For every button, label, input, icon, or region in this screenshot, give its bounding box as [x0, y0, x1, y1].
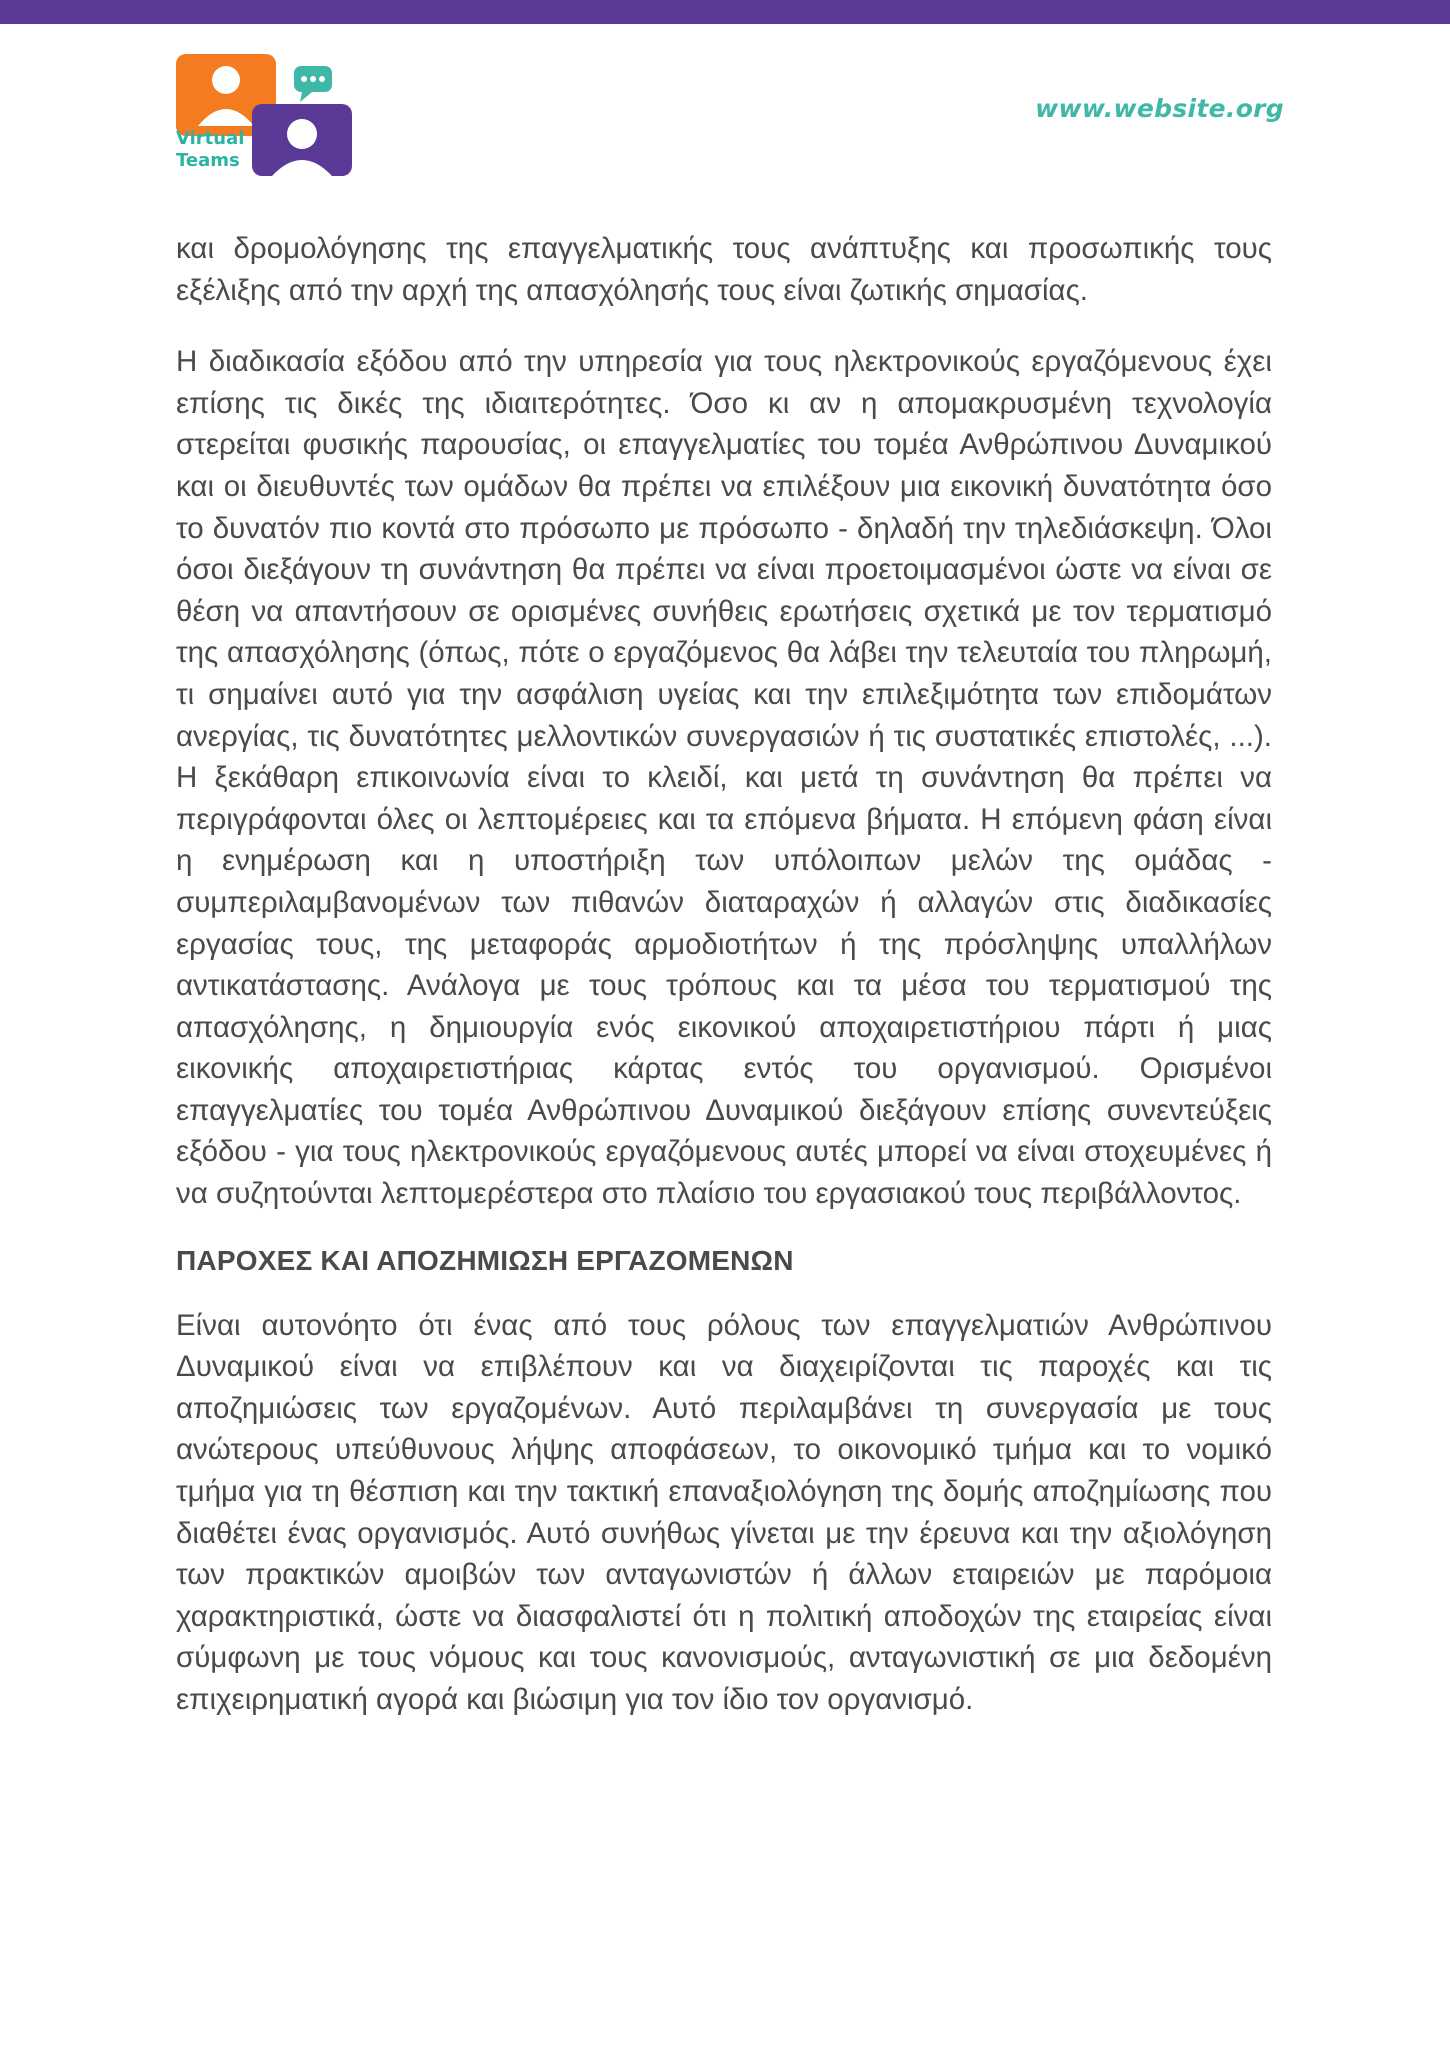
- document-body: [176, 228, 1272, 1721]
- logo-text: [176, 128, 244, 172]
- logo-text-line1: Virtual: [176, 128, 245, 149]
- paragraph-3: Είναι αυτονόητο ότι ένας από τους ρόλους των επαγγελματιών Ανθρώπινου Δυναμικού είναι να επιβλέπουν και να διαχειρίζονται τις παροχές και τις αποζημιώσεις των εργαζομένων. Αυτό περιλαμβάνει τη συνεργασία με τους ανώτερους υπεύθυνους λήψης αποφάσεων, το οικονομικό τμήμα και το νομικό τμήμα για τη θέσπιση και την τακτική επαναξιολόγηση της δομής αποζημίωσης που διαθέτει ένας οργανισμός. Αυτό συνήθως γίνεται με την έρευνα και την αξιολόγηση των πρακτικών αμοιβών των ανταγωνιστών ή άλλων εταιρειών με παρόμοια χαρακτηριστικά, ώστε να διασφαλιστεί ότι η πολιτική αποδοχών της εταιρείας είναι σύμφωνη με τους νόμους και τους κανονισμούς, ανταγωνιστική σε μια δεδομένη επιχειρηματική αγορά και βιώσιμη για τον ίδιο τον οργανισμό.: [176, 1308, 1272, 1716]
- logo-text-line2: Teams: [176, 150, 240, 171]
- paragraph-2: Η διαδικασία εξόδου από την υπηρεσία για τους ηλεκτρονικούς εργαζόμενους έχει επίσης τις δικές της ιδιαιτερότητες. Όσο κι αν η απομακρυσμένη τεχνολογία στερείται φυσικής παρουσίας, οι επαγγελματίες του τομέα Ανθρώπινου Δυναμικού και οι διευθυντές των ομάδων θα πρέπει να επιλέξουν μια εικονική δυνατότητα όσο το δυνατόν πιο κοντά στο πρόσωπο με πρόσωπο - δηλαδή την τηλεδιάσκεψη. Όλοι όσοι διεξάγουν τη συνάντηση θα πρέπει να είναι προετοιμασμένοι ώστε να είναι σε θέση να απαντήσουν σε ορισμένες συνήθεις ερωτήσεις σχετικά με τον τερματισμό της απασχόλησης (όπως, πότε ο εργαζόμενος θα λάβει την τελευταία του πληρωμή, τι σημαίνει αυτό για την ασφάλιση υγείας και την επιλεξιμότητα των επιδομάτων ανεργίας, τις δυνατότητες μελλοντικών συνεργασιών ή τις συστατικές επιστολές, ...). Η ξεκάθαρη επικοινωνία είναι το κλειδί, και μετά τη συνάντηση θα πρέπει να περιγράφονται όλες οι λεπτομέρειες και τα επόμενα βήματα. Η επόμενη φάση είναι η ενημέρωση και η υποστήριξη των υπόλοιπων μελών της ομάδας - συμπεριλαμβανομένων των πιθανών διαταραχών ή αλλαγών στις διαδικασίες εργασίας τους, της μεταφοράς αρμοδιοτήτων ή της πρόσληψης υπαλλήλων αντικατάστασης. Ανάλογα με τους τρόπους και τα μέσα του τερματισμού της απασχόλησης, η δημιουργία ενός εικονικού αποχαιρετιστήριου πάρτι ή μιας εικονικής αποχαιρετιστήριας κάρτας εντός του οργανισμού. Ορισμένοι επαγγελματίες του τομέα Ανθρώπινου Δυναμικού διεξάγουν επίσης συνεντεύξεις εξόδου - για τους ηλεκτρονικούς εργαζόμενους αυτές μπορεί να είναι στοχευμένες ή να συζητούνται λεπτομερέστερα στο πλαίσιο του εργασιακού τους περιβάλλοντος.: [176, 345, 1272, 1211]
- section-heading: ΠΑΡΟΧΕΣ ΚΑΙ ΑΠΟΖΗΜΙΩΣΗ ΕΡΓΑΖΟΜΕΝΩΝ: [176, 1244, 794, 1276]
- top-accent-bar: [0, 0, 1450, 24]
- website-link[interactable]: www.website.org: [1035, 94, 1284, 123]
- paragraph-1: και δρομολόγησης της επαγγελματικής τους ανάπτυξης και προσωπικής τους εξέλιξης από την αρχή της απασχόλησής τους είναι ζωτικής σημασίας.: [176, 232, 1272, 307]
